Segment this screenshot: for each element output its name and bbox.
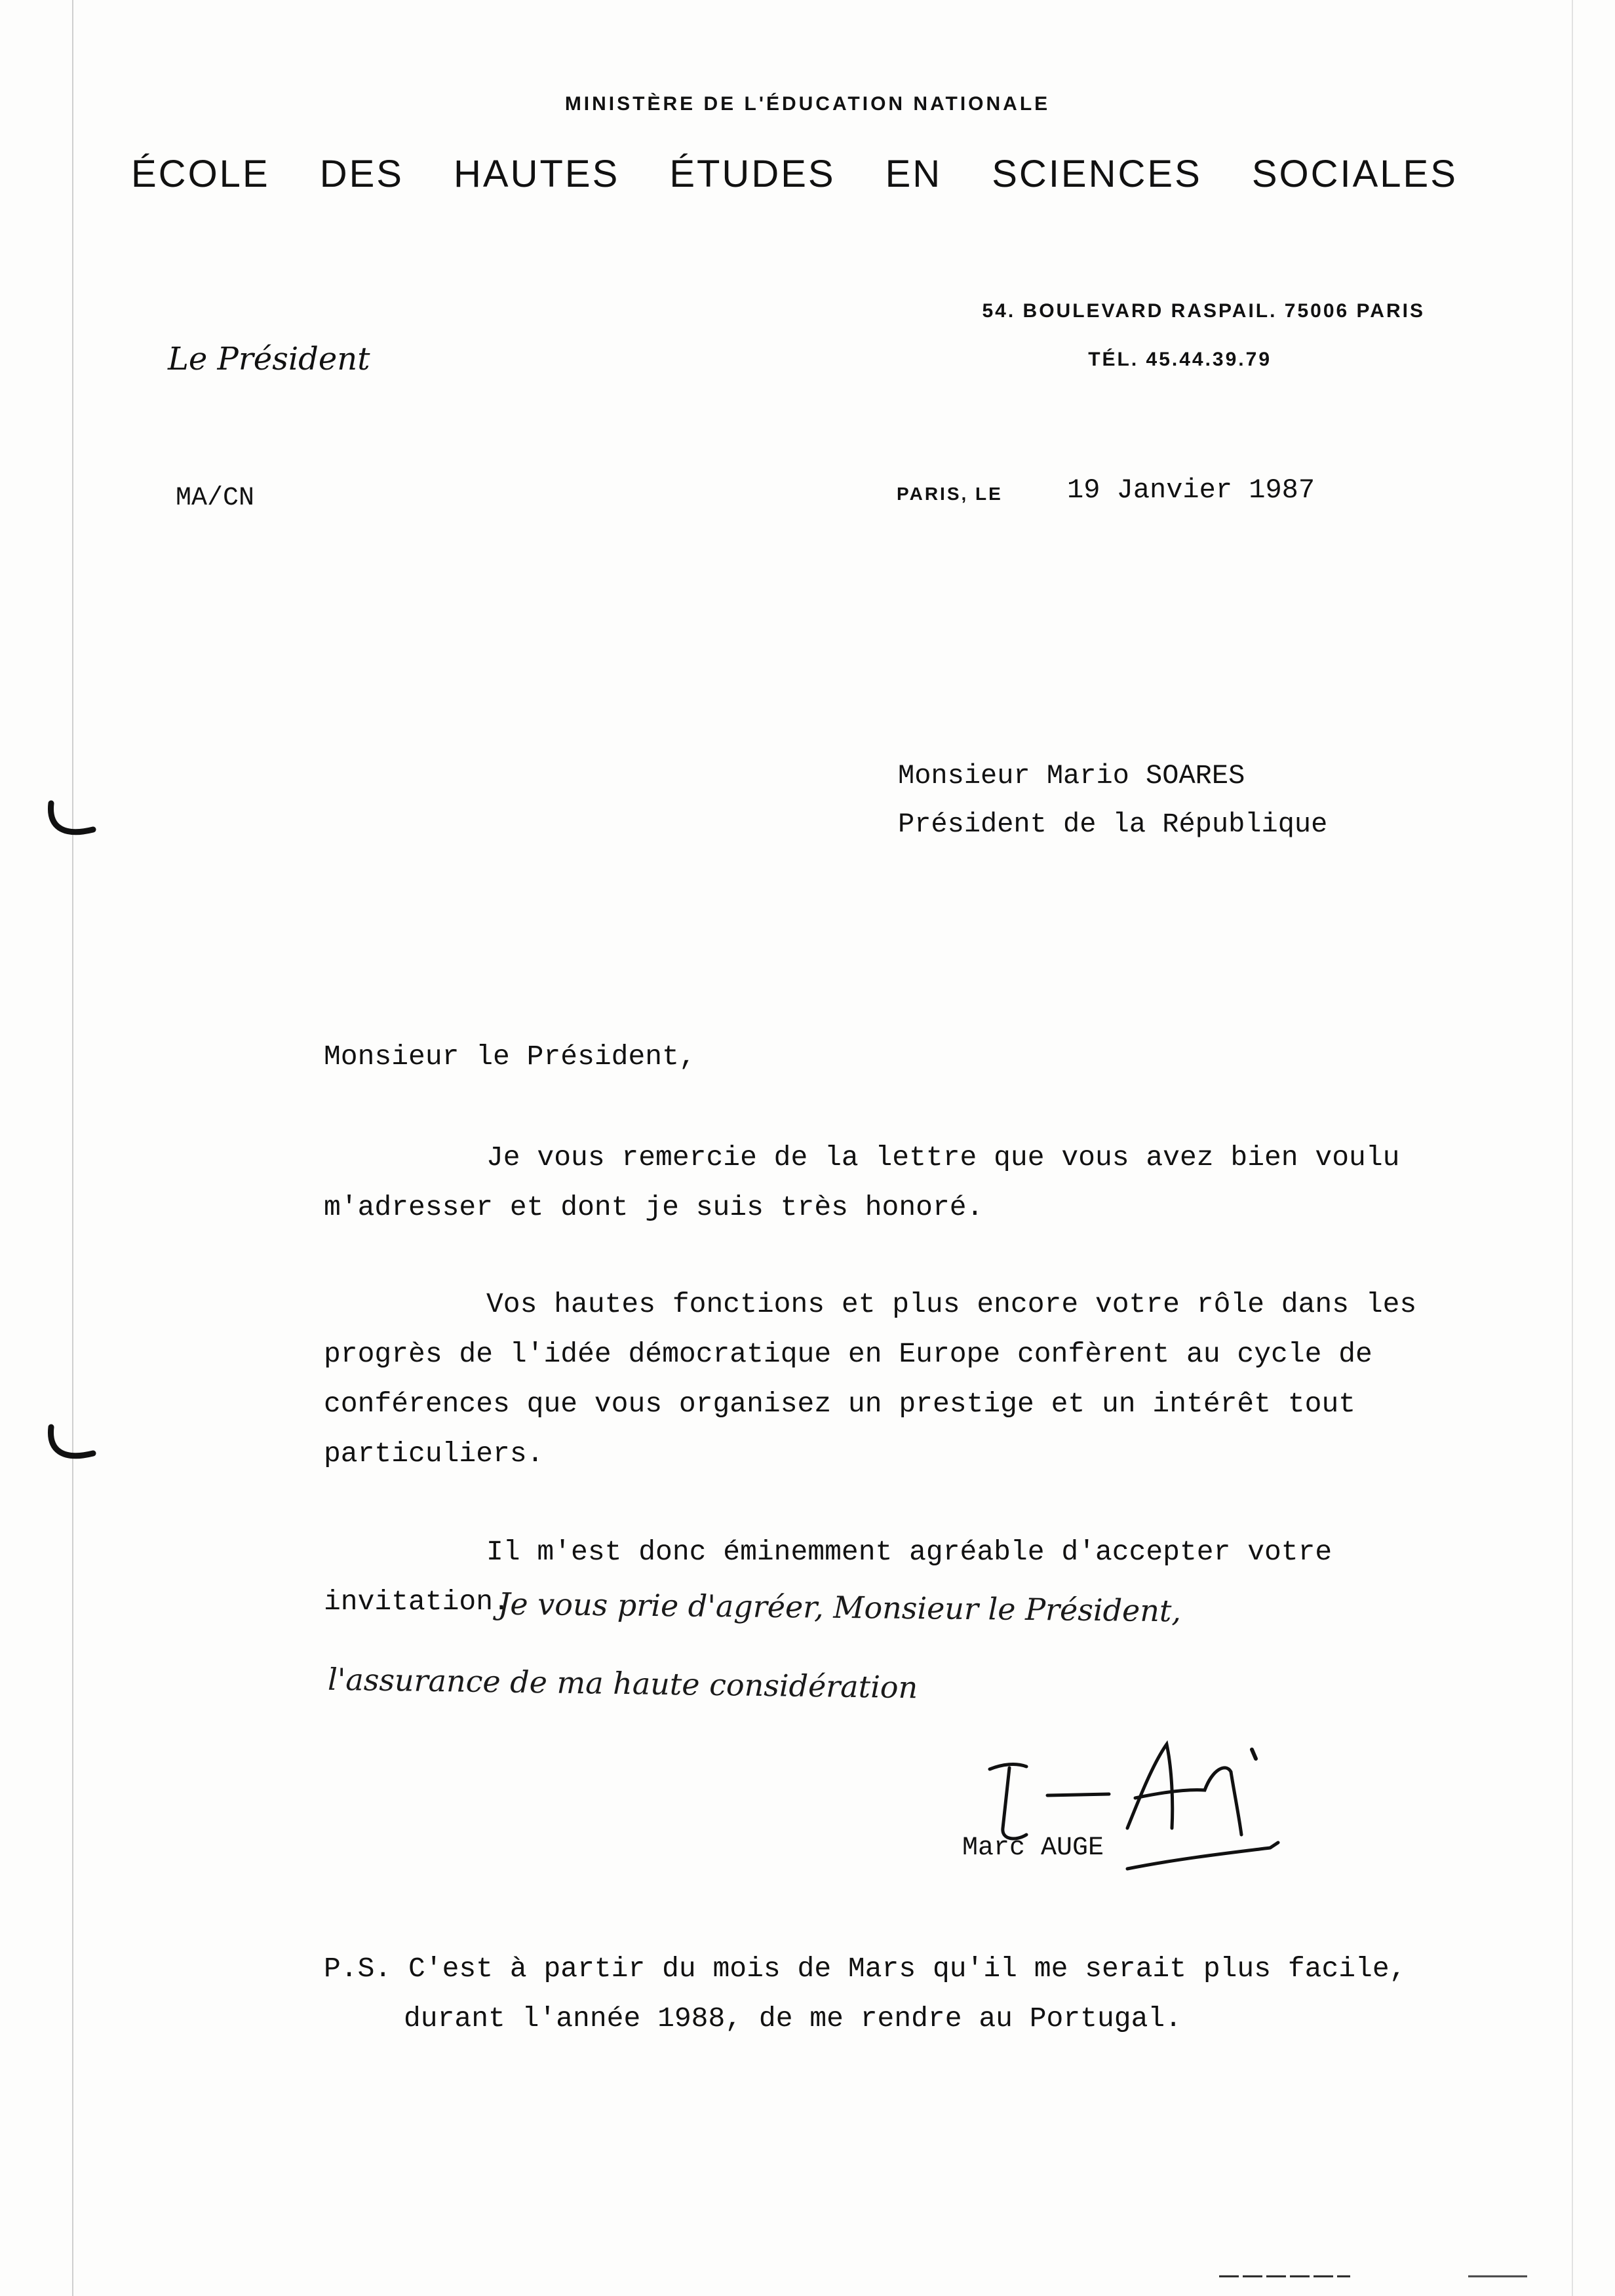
school-name-word: HAUTES (454, 153, 620, 195)
president-script-label: Le Président (168, 341, 370, 377)
reference-code: MA/CN (176, 484, 255, 513)
school-name-word: ÉTUDES (669, 153, 836, 195)
paragraph-line: progrès de l'idée démocratique en Europe confèrent au cycle de (324, 1338, 1372, 1370)
recipient-title: Président de la République (898, 809, 1328, 840)
paragraph-line: Vos hautes fonctions et plus encore votre rôle dans les (486, 1288, 1417, 1320)
school-name-word: DES (319, 153, 404, 195)
punch-mark-upper (42, 799, 101, 845)
school-name (131, 152, 1458, 196)
postscript-line: P.S. C'est à partir du mois de Mars qu'il me serait plus facile, (324, 1953, 1407, 1985)
paragraph-line: conférences que vous organisez un prestige et un intérêt tout (324, 1388, 1356, 1420)
salutation: Monsieur le Président, (324, 1041, 696, 1073)
paragraph-line: m'adresser et dont je suis très honoré. (324, 1191, 984, 1223)
margin-line-left (72, 0, 73, 2296)
postscript-line: durant l'année 1988, de me rendre au Portugal. (404, 2002, 1182, 2035)
school-telephone: TÉL. 45.44.39.79 (1088, 349, 1272, 370)
handwritten-closing-line: Je vous prie d'agréer, Monsieur le Président, (497, 1586, 1182, 1629)
paragraph-line: Il m'est donc éminemment agréable d'accepter votre (486, 1536, 1333, 1568)
scan-artifact-marks (1219, 2270, 1612, 2283)
date-value: 19 Janvier 1987 (1067, 474, 1315, 506)
punch-mark-lower (42, 1423, 101, 1469)
ministry-heading: MINISTÈRE DE L'ÉDUCATION NATIONALE (564, 93, 1051, 115)
paragraph-line: invitation. (324, 1586, 510, 1618)
signer-name: Marc AUGE (962, 1833, 1104, 1863)
date-label: PARIS, LE (897, 484, 1003, 504)
school-name-word: ÉCOLE (131, 153, 270, 195)
school-name-word: SOCIALES (1251, 153, 1458, 195)
school-address: 54. BOULEVARD RASPAIL. 75006 PARIS (982, 300, 1425, 322)
paragraph-line: Je vous remercie de la lettre que vous avez bien voulu (486, 1141, 1400, 1174)
margin-line-right (1572, 0, 1573, 2296)
school-name-word: EN (885, 153, 943, 195)
handwritten-closing-line: l'assurance de ma haute considération (327, 1661, 918, 1706)
school-name-word: SCIENCES (992, 153, 1202, 195)
recipient-name: Monsieur Mario SOARES (898, 760, 1245, 792)
paragraph-line: particuliers. (324, 1438, 544, 1470)
